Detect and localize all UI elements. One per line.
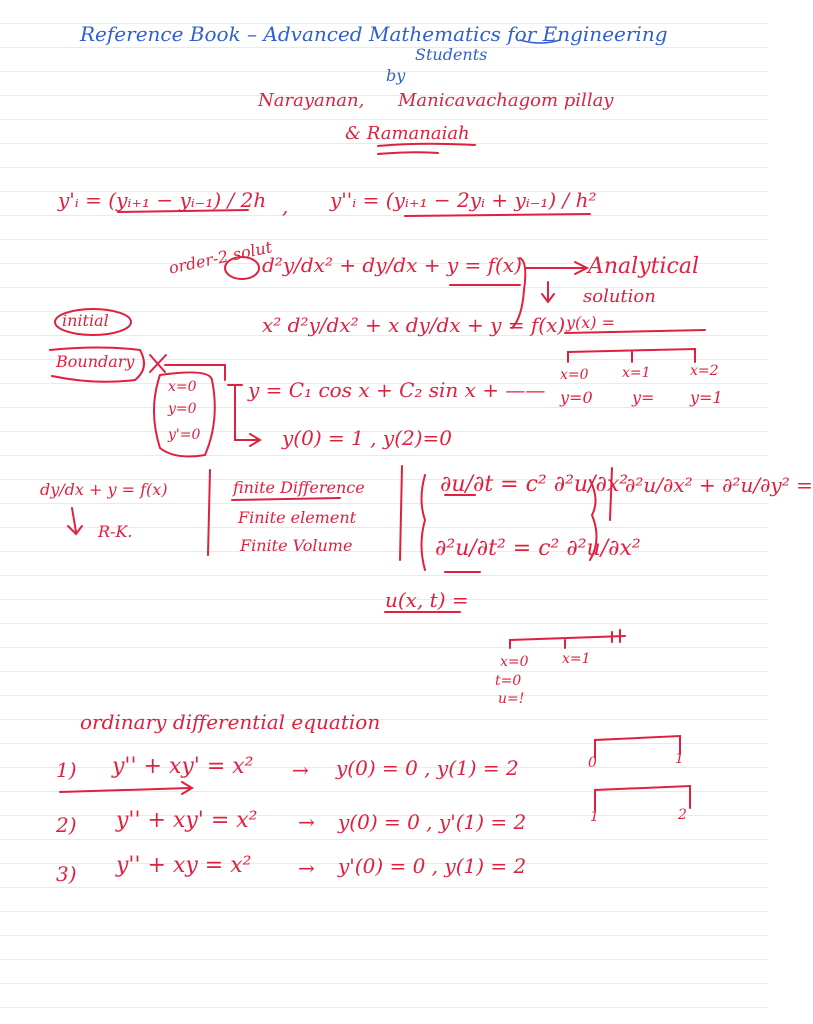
reference-by: by [386, 66, 406, 85]
laplace-equation: ∂²u/∂x² + ∂²u/∂y² = [625, 473, 813, 497]
reference-line-1: Reference Book – Advanced Mathematics for Engineering [80, 22, 668, 46]
fraction-bar-2 [405, 214, 590, 216]
first-order-eq: dy/dx + y = f(x) [40, 480, 168, 499]
ramanaiah-underline-2 [378, 152, 438, 154]
ode-problem-3-num: 3) [56, 862, 77, 886]
author-2: Manicavachagom pillay [398, 90, 614, 111]
formula-comma: , [282, 194, 289, 218]
pde-brace-left [400, 466, 402, 560]
grid-t0: t=0 [495, 673, 522, 689]
grid-u: u=! [498, 691, 525, 707]
initial-label: initial [62, 311, 109, 330]
ode-problem-2-arrow: → [298, 810, 315, 834]
ode-problem-2-num: 2) [56, 813, 77, 837]
point-x2: x=2 [690, 363, 719, 379]
grid-x1: x=1 [562, 651, 591, 667]
boundary-label: Boundary [56, 352, 135, 371]
grid-line [510, 636, 625, 648]
interval-2-left: 1 [590, 809, 599, 825]
reference-line-2: Students [415, 45, 488, 64]
ode-problem-1-cond: y(0) = 0 , y(1) = 2 [336, 756, 519, 780]
solution-label: solution [583, 286, 656, 307]
method-finite-element: Finite element [238, 508, 357, 527]
author-1: Narayanan, [258, 90, 365, 111]
method-finite-volume: Finite Volume [240, 536, 353, 555]
interval-2-right: 2 [678, 807, 687, 823]
ode-problem-2-eq: y'' + xy' = x² [116, 808, 258, 833]
ode-problem-1-arrow: → [292, 758, 309, 782]
interval-2 [595, 786, 690, 810]
interval-1-right: 1 [675, 751, 684, 767]
ode-problem-3-arrow: → [298, 856, 315, 880]
u-definition: u(x, t) = [385, 588, 469, 612]
first-derivative-formula: y'ᵢ = (yᵢ₊₁ − yᵢ₋₁) / 2h [58, 188, 267, 212]
ode-problem-1-num: 1) [56, 758, 77, 782]
ode-problem-3-cond: y'(0) = 0 , y(1) = 2 [338, 854, 527, 878]
ode-problem-2-cond: y(0) = 0 , y'(1) = 2 [338, 810, 527, 834]
general-solution: y = C₁ cos x + C₂ sin x + —— [248, 378, 546, 402]
circled-condition-3: y'=0 [168, 427, 201, 443]
wave-equation: ∂²u/∂t² = c² ∂²u/∂x² [435, 536, 641, 561]
circled-condition-2: y=0 [168, 401, 197, 417]
author-3: & Ramanaiah [345, 123, 470, 144]
circled-condition-1: x=0 [168, 379, 197, 395]
order2-eq2: x² d²y/dx² + x dy/dx + y = f(x) [262, 313, 566, 337]
ode-problem-1-eq: y'' + xy' = x² [112, 754, 254, 779]
point-y2: y=1 [690, 388, 723, 407]
point-x1: x=1 [622, 365, 651, 381]
bc-values: y(0) = 1 , y(2)=0 [282, 426, 453, 450]
ode-heading: ordinary differential equation [80, 710, 381, 734]
rk-method: R-K. [98, 522, 133, 541]
interval-1-left: 0 [588, 755, 597, 771]
heat-equation: ∂u/∂t = c² ∂²u/∂x² [440, 472, 629, 497]
analytical-label: Analytical [588, 254, 699, 279]
order2-label: order-2 solut [167, 237, 274, 278]
point-y1: y= [632, 388, 655, 407]
grid-x0: x=0 [500, 654, 529, 670]
yx-label: y(x) = [566, 313, 616, 332]
interval-1 [595, 736, 680, 758]
ode-problem-3-eq: y'' + xy = x² [116, 853, 252, 878]
method-finite-difference: finite Difference [233, 478, 365, 497]
order2-eq1: d²y/dx² + dy/dx + y = f(x) [262, 253, 522, 277]
point-y0: y=0 [560, 388, 593, 407]
point-x0: x=0 [560, 367, 589, 383]
second-derivative-formula: y''ᵢ = (yᵢ₊₁ − 2yᵢ + yᵢ₋₁) / h² [330, 188, 597, 212]
ramanaiah-underline [378, 144, 475, 146]
